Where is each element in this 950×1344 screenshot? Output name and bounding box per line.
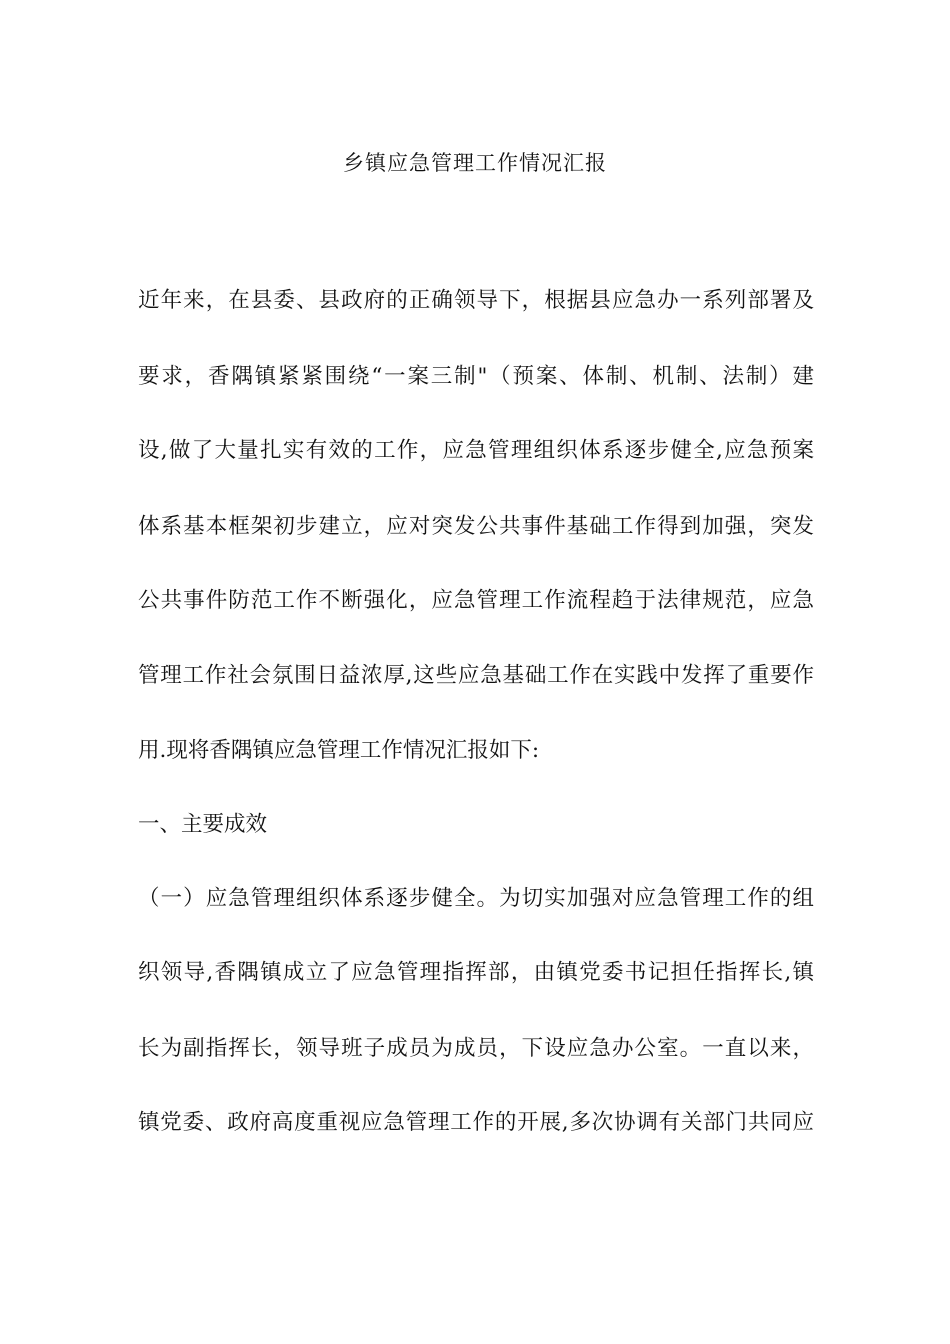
paragraph-line-5: 公共事件防范工作不断强化，应急管理工作流程趋于法律规范，应急 [138, 588, 814, 613]
paragraph-line-11: 长为副指挥长，领导班子成员为成员，下设应急办公室。一直以来， [138, 1036, 814, 1061]
paragraph-line-10: 织领导,香隅镇成立了应急管理指挥部，由镇党委书记担任指挥长,镇 [138, 960, 814, 985]
paragraph-line-1: 近年来，在县委、县政府的正确领导下，根据县应急办一系列部署及 [138, 288, 814, 313]
paragraph-line-2: 要求，香隅镇紧紧围绕“一案三制"（预案、体制、机制、法制）建 [138, 364, 814, 389]
paragraph-line-12: 镇党委、政府高度重视应急管理工作的开展,多次协调有关部门共同应 [138, 1110, 814, 1135]
paragraph-line-3: 设,做了大量扎实有效的工作，应急管理组织体系逐步健全,应急预案 [138, 438, 814, 463]
paragraph-line-9: （一）应急管理组织体系逐步健全。为切实加强对应急管理工作的组 [138, 886, 814, 911]
section-heading: 一、主要成效 [138, 812, 268, 837]
paragraph-line-7: 用.现将香隅镇应急管理工作情况汇报如下: [138, 738, 540, 763]
paragraph-line-6: 管理工作社会氛围日益浓厚,这些应急基础工作在实践中发挥了重要作 [138, 663, 814, 688]
paragraph-line-4: 体系基本框架初步建立，应对突发公共事件基础工作得到加强，突发 [138, 514, 814, 539]
document-title: 乡镇应急管理工作情况汇报 [343, 151, 607, 175]
